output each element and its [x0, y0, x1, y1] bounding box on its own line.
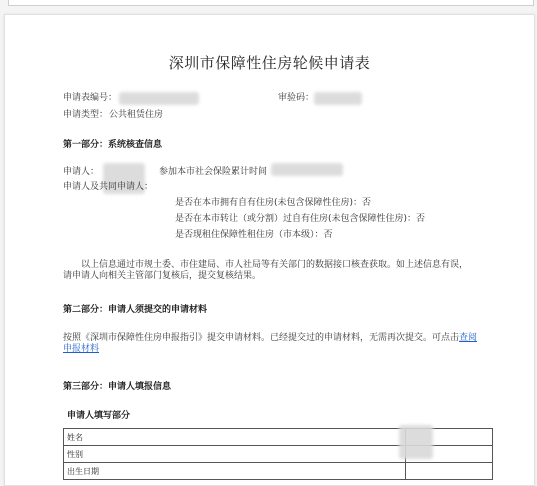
application-number-label: 申请表编号：: [63, 93, 118, 103]
view-materials-link[interactable]: 查阅申报材料: [63, 333, 478, 354]
redacted-applicant-photo: [399, 425, 433, 459]
birthdate-value-cell[interactable]: [406, 463, 493, 480]
part2-instruction: 按照《深圳市保障性住房申报指引》提交申请材料。已经提交过的申请材料，无需再次提交。可点击: [63, 333, 460, 343]
check-code-label: 审验码：: [278, 93, 315, 103]
redacted-application-number: [119, 92, 199, 105]
application-form-sheet: [4, 14, 535, 486]
redacted-insurance-time: [271, 163, 343, 176]
part3-subheading: 申请人填写部分: [67, 411, 131, 421]
renting-subsidized-check: 是否现租住保障性租住房（市本级）：否: [175, 230, 333, 240]
part2-heading: 第二部分：申请人须提交的申请材料: [63, 305, 208, 315]
transferred-housing-check: 是否在本市转让（或分割）过自有住房(未包含保障性住房)：否: [175, 214, 426, 224]
insurance-time-label: 参加本市社会保险累计时间: [159, 167, 268, 177]
applicant-label: 申请人：: [63, 167, 100, 177]
application-type-value: 公共租赁住房: [109, 110, 164, 120]
table-row: [64, 463, 493, 480]
part1-heading: 第一部分：系统核查信息: [63, 140, 163, 150]
application-type-label: 申请类型：: [63, 110, 109, 120]
co-applicants-label: 申请人及共同申请人：: [63, 182, 154, 192]
owns-housing-check: 是否在本市拥有自有住房(未包含保障性住房)：否: [175, 198, 372, 208]
form-title: 深圳市保障性住房轮候申请表: [168, 54, 371, 72]
part2-text: [63, 333, 483, 355]
redacted-check-code: [314, 92, 362, 105]
part1-note: 以上信息通过市规土委、市住建局、市人社局等有关部门的数据接口核查获取。如上述信息有误，请申请人向相关主管部门复核后，提交复核结果。: [63, 260, 469, 281]
part3-heading: 第三部分：申请人填报信息: [63, 382, 172, 392]
birthdate-cell: 出生日期: [64, 463, 406, 480]
gender-cell: 性别: [64, 446, 406, 463]
name-cell: 姓名: [64, 429, 406, 446]
top-panel-edge: [8, 0, 534, 6]
